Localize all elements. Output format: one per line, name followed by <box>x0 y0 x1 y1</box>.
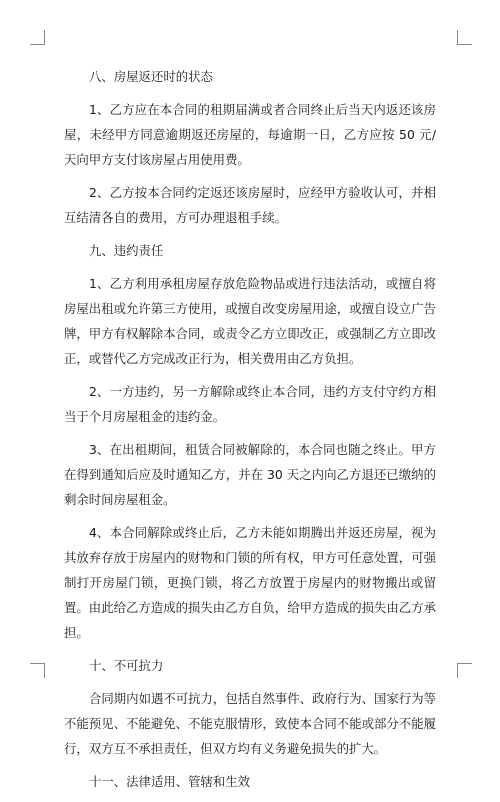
clause-illegal-use: 1、乙方利用承租房屋存放危险物品或进行违法活动，或擅自将房屋出租或允许第三方使用，或擅自改变房屋用途，或擅自设立广告牌，甲方有权解除本合同，或责令乙方立即改正，或强制乙方立即改正，或替代乙方完成改正行为，相关费用由乙方负担。 <box>64 276 436 366</box>
section-heading-law-jurisdiction: 十一、法律适用、管辖和生效 <box>89 774 251 789</box>
clause-force-majeure: 合同期内如遇不可抗力，包括自然事件、政府行为、国家行为等不能预见、不能避免、不能克服情形，致使本合同不能或部分不能履行，双方互不承担责任，但双方均有义务避免损失的扩大。 <box>64 691 436 756</box>
clause-abandoned-property: 4、本合同解除或终止后，乙方未能如期腾出并返还房屋，视为其放弃存放于房屋内的财物和门锁的所有权，甲方可任意处置，可强制打开房屋门锁，更换门锁，将乙方放置于房屋内的财物搬出或留置。由此给乙方造成的损失由乙方自负，给甲方造成的损失由乙方承担。 <box>64 525 436 640</box>
crop-mark-bottom-left <box>30 663 45 678</box>
section-heading-return-state: 八、房屋返还时的状态 <box>89 69 213 84</box>
clause-return-inspection: 2、乙方按本合同约定返还该房屋时，应经甲方验收认可，并相互结清各自的费用，方可办理退租手续。 <box>64 185 436 225</box>
clause-lease-termination: 3、在出租期间，租赁合同被解除的，本合同也随之终止。甲方在得到通知后应及时通知乙方，并在 30 天之内向乙方退还已缴纳的剩余时间房屋租金。 <box>64 442 436 507</box>
crop-mark-bottom-right <box>457 663 472 678</box>
document-body <box>64 64 436 802</box>
section-heading-breach: 九、违约责任 <box>89 243 164 258</box>
crop-mark-top-left <box>30 30 45 45</box>
clause-breach-penalty: 2、一方违约，另一方解除或终止本合同，违约方支付守约方相当于个月房屋租金的违约金。 <box>64 384 436 424</box>
crop-mark-top-right <box>457 30 472 45</box>
clause-return-deadline: 1、乙方应在本合同的租期届满或者合同终止后当天内返还该房屋，未经甲方同意逾期返还房屋的，每逾期一日，乙方应按 50 元/天向甲方支付该房屋占用使用费。 <box>64 102 436 167</box>
section-heading-force-majeure: 十、不可抗力 <box>89 658 164 673</box>
